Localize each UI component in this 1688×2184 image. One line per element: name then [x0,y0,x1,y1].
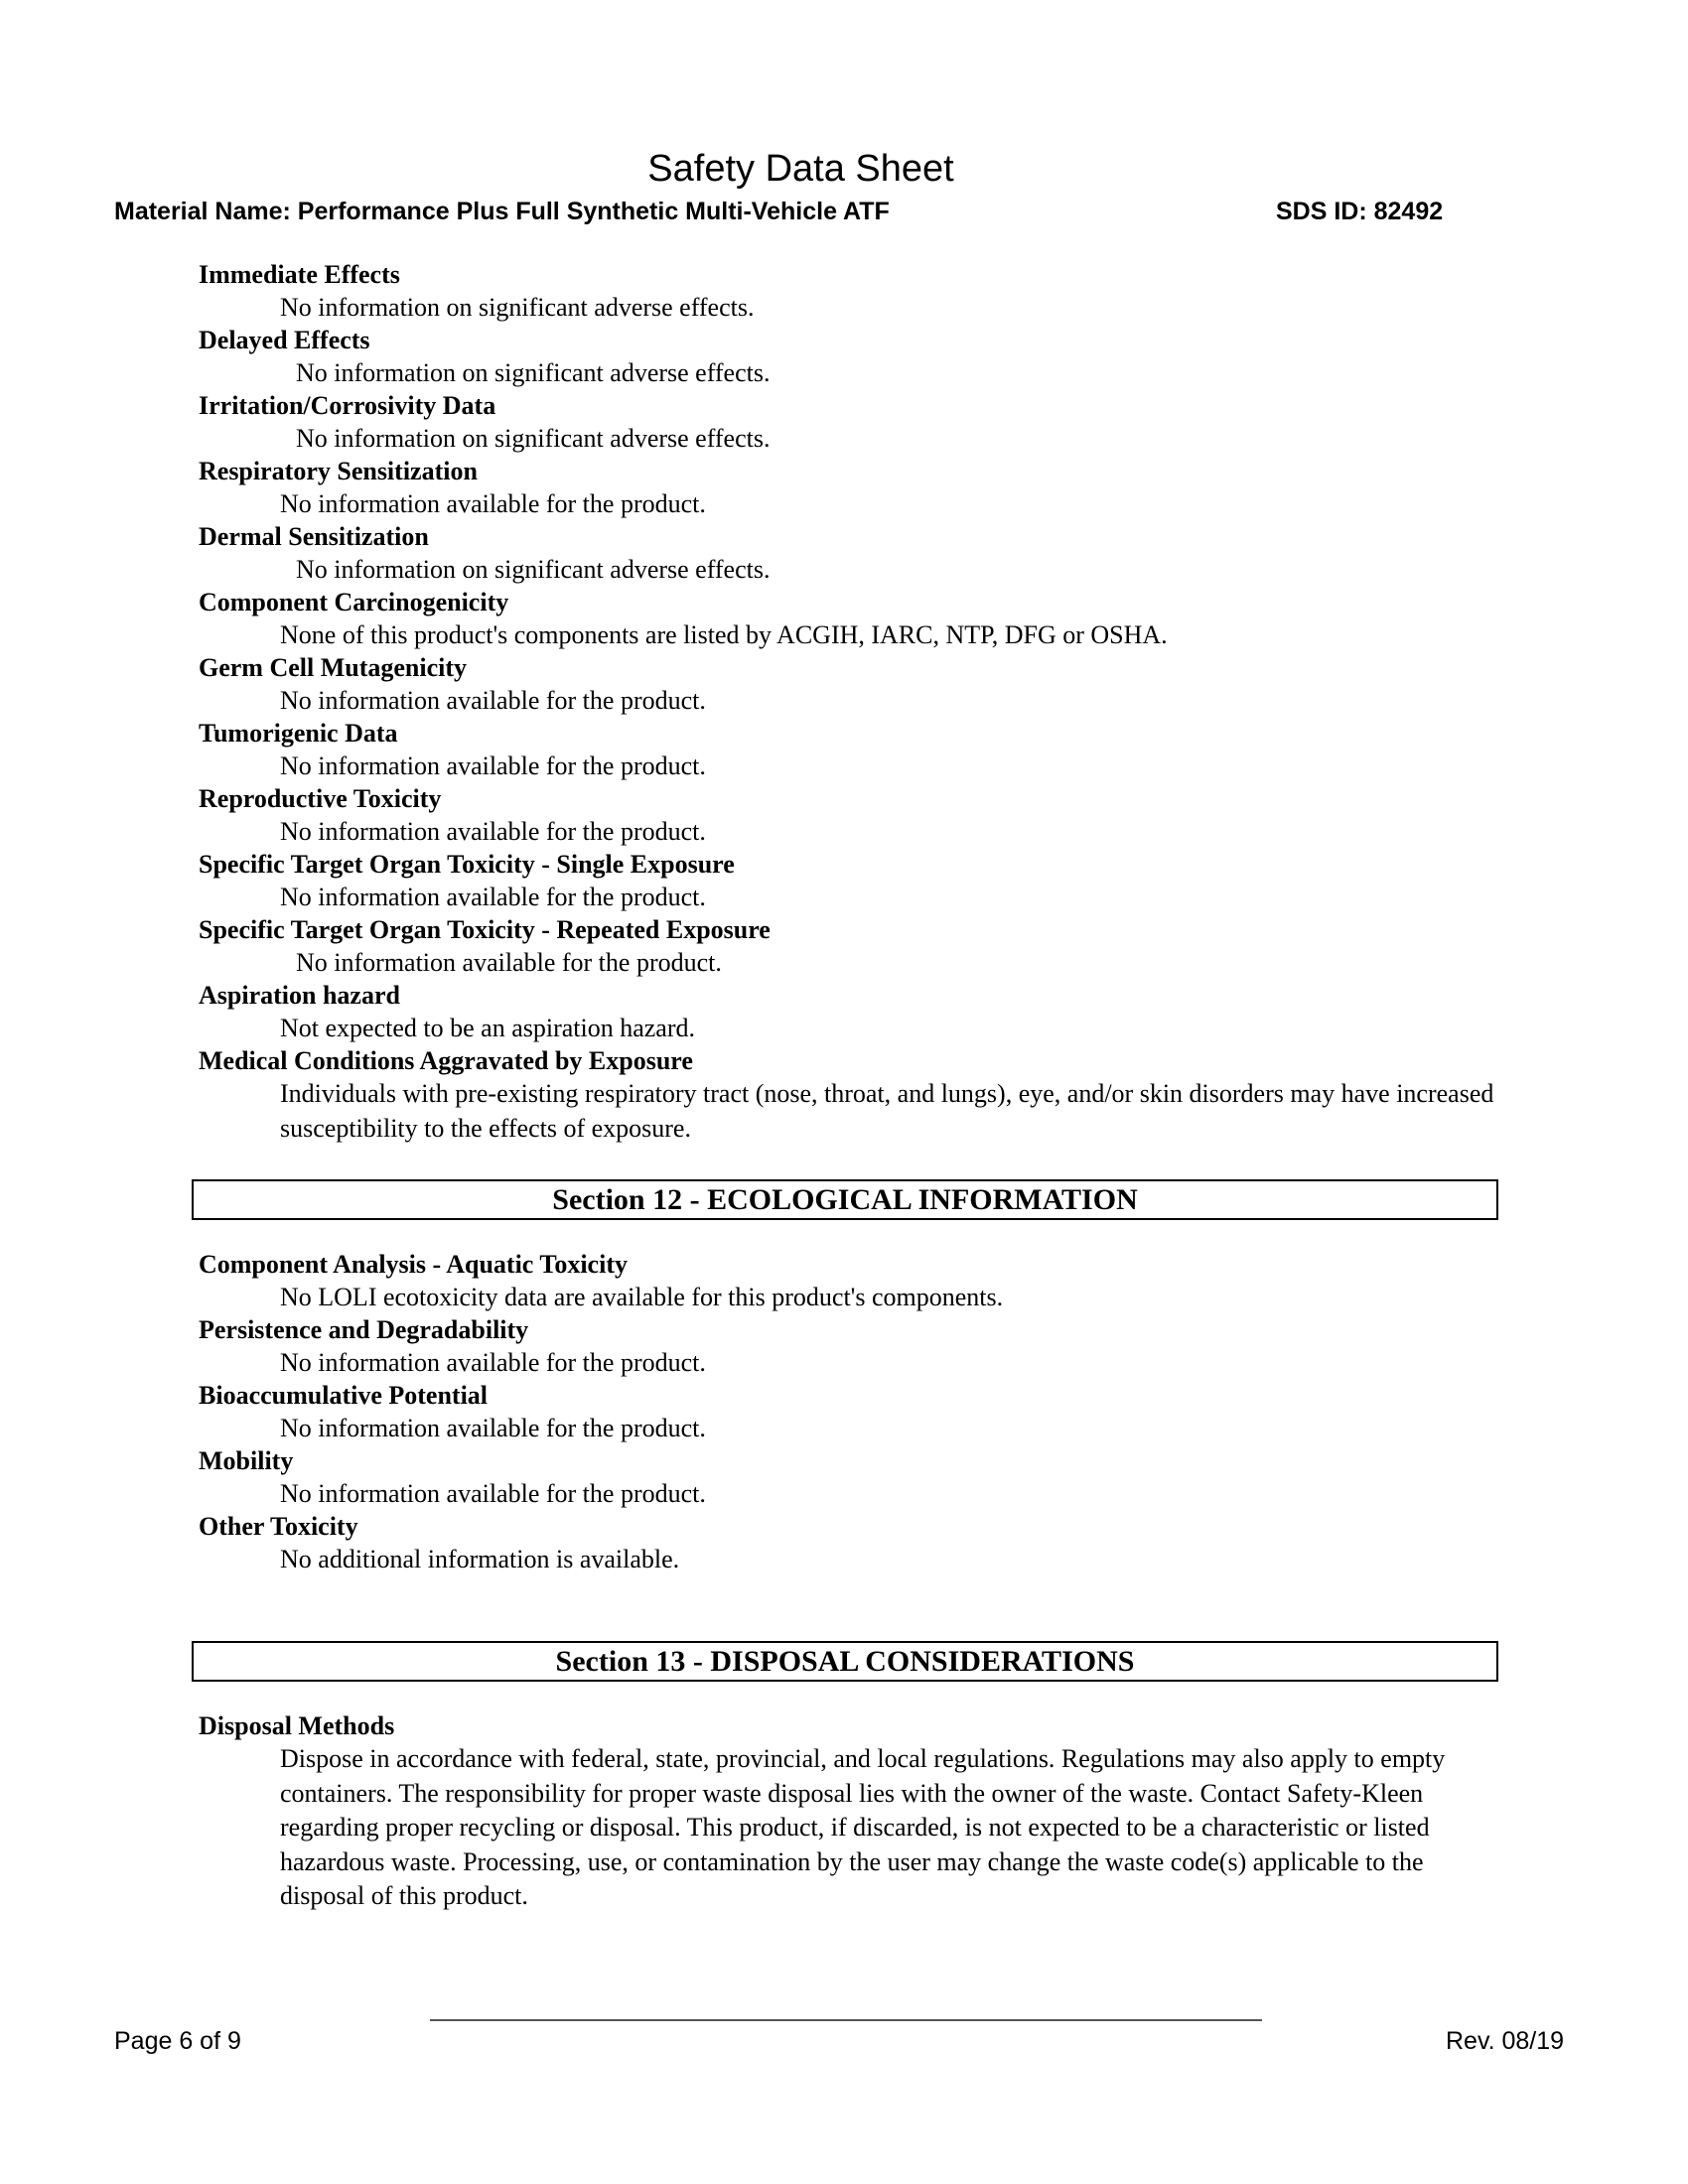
entry-heading: Respiratory Sensitization [199,457,478,485]
entry-heading: Mobility [199,1446,294,1475]
entry-text: No information on significant adverse effects. [296,358,771,387]
entry-heading: Specific Target Organ Toxicity - Single Exposure [199,850,735,879]
entry-heading: Reproductive Toxicity [199,784,442,813]
entry-text: No information on significant adverse effects. [280,293,755,322]
entry-heading: Disposal Methods [199,1711,395,1740]
entry-text: No information available for the product. [280,686,706,715]
entry-heading: Delayed Effects [199,326,370,354]
entry-heading: Tumorigenic Data [199,719,398,748]
entry-text: No information available for the product. [280,1348,706,1377]
entry-heading: Component Analysis - Aquatic Toxicity [199,1250,628,1279]
entry-heading: Persistence and Degradability [199,1315,529,1344]
entry-text: No information on significant adverse effects. [296,555,771,584]
entry-text: No information available for the product. [296,948,722,977]
entry-text: Individuals with pre-existing respiratory tract (nose, throat, and lungs), eye, and/or skin disorders may have increased susceptibility to the effects of exposure. [280,1079,1494,1143]
entry-text: No information available for the product. [280,1479,706,1508]
section-12-title: Section 12 - ECOLOGICAL INFORMATION [192,1179,1498,1220]
page-number: Page 6 of 9 [114,2027,241,2055]
entry-heading: Aspiration hazard [199,981,400,1010]
entry-heading: Bioaccumulative Potential [199,1381,489,1410]
entry-heading: Specific Target Organ Toxicity - Repeated Exposure [199,915,771,944]
entry-heading: Immediate Effects [199,260,400,289]
entry-text: Not expected to be an aspiration hazard. [280,1014,695,1042]
entry-text: None of this product's components are listed by ACGIH, IARC, NTP, DFG or OSHA. [280,620,1168,649]
entry-heading: Medical Conditions Aggravated by Exposure [199,1046,693,1075]
entry-text: No information available for the product. [280,1414,706,1442]
section-13-title: Section 13 - DISPOSAL CONSIDERATIONS [192,1641,1498,1682]
entry-text: No information available for the product. [280,751,706,780]
footer-divider [430,2019,1262,2021]
entry-heading: Germ Cell Mutagenicity [199,653,468,682]
document-title: Safety Data Sheet [647,148,954,190]
material-name: Material Name: Performance Plus Full Synthetic Multi-Vehicle ATF [114,198,890,225]
entry-text: No information available for the product. [280,817,706,846]
sds-id: SDS ID: 82492 [1276,198,1444,225]
entry-heading: Other Toxicity [199,1512,358,1541]
entry-heading: Component Carcinogenicity [199,588,509,616]
entry-text: No information available for the product. [280,883,706,911]
entry-text: No LOLI ecotoxicity data are available for this product's components. [280,1283,1004,1311]
section-13-entries [199,1709,1489,1914]
entry-text: No information available for the product. [280,489,706,518]
entry-heading: Dermal Sensitization [199,522,429,551]
toxicology-entries [199,258,1494,1146]
entry-heading: Irritation/Corrosivity Data [199,391,496,420]
entry-text: No information on significant adverse effects. [296,424,771,453]
section-12-entries [199,1248,1489,1575]
entry-text: No additional information is available. [280,1545,680,1573]
entry-text: Dispose in accordance with federal, state, provincial, and local regulations. Regulations may also apply to empty containers. The responsibility for proper waste disposal lies with the owner of the waste. Contact Safety-Kleen regarding proper recycling or disposal. This product, if discarded, is not expected to be a characteristic or listed hazardous waste. Processing, use, or contamination by the user may change the waste code(s) applicable to the disposal of this product. [280,1744,1446,1910]
revision-date: Rev. 08/19 [1446,2027,1565,2055]
